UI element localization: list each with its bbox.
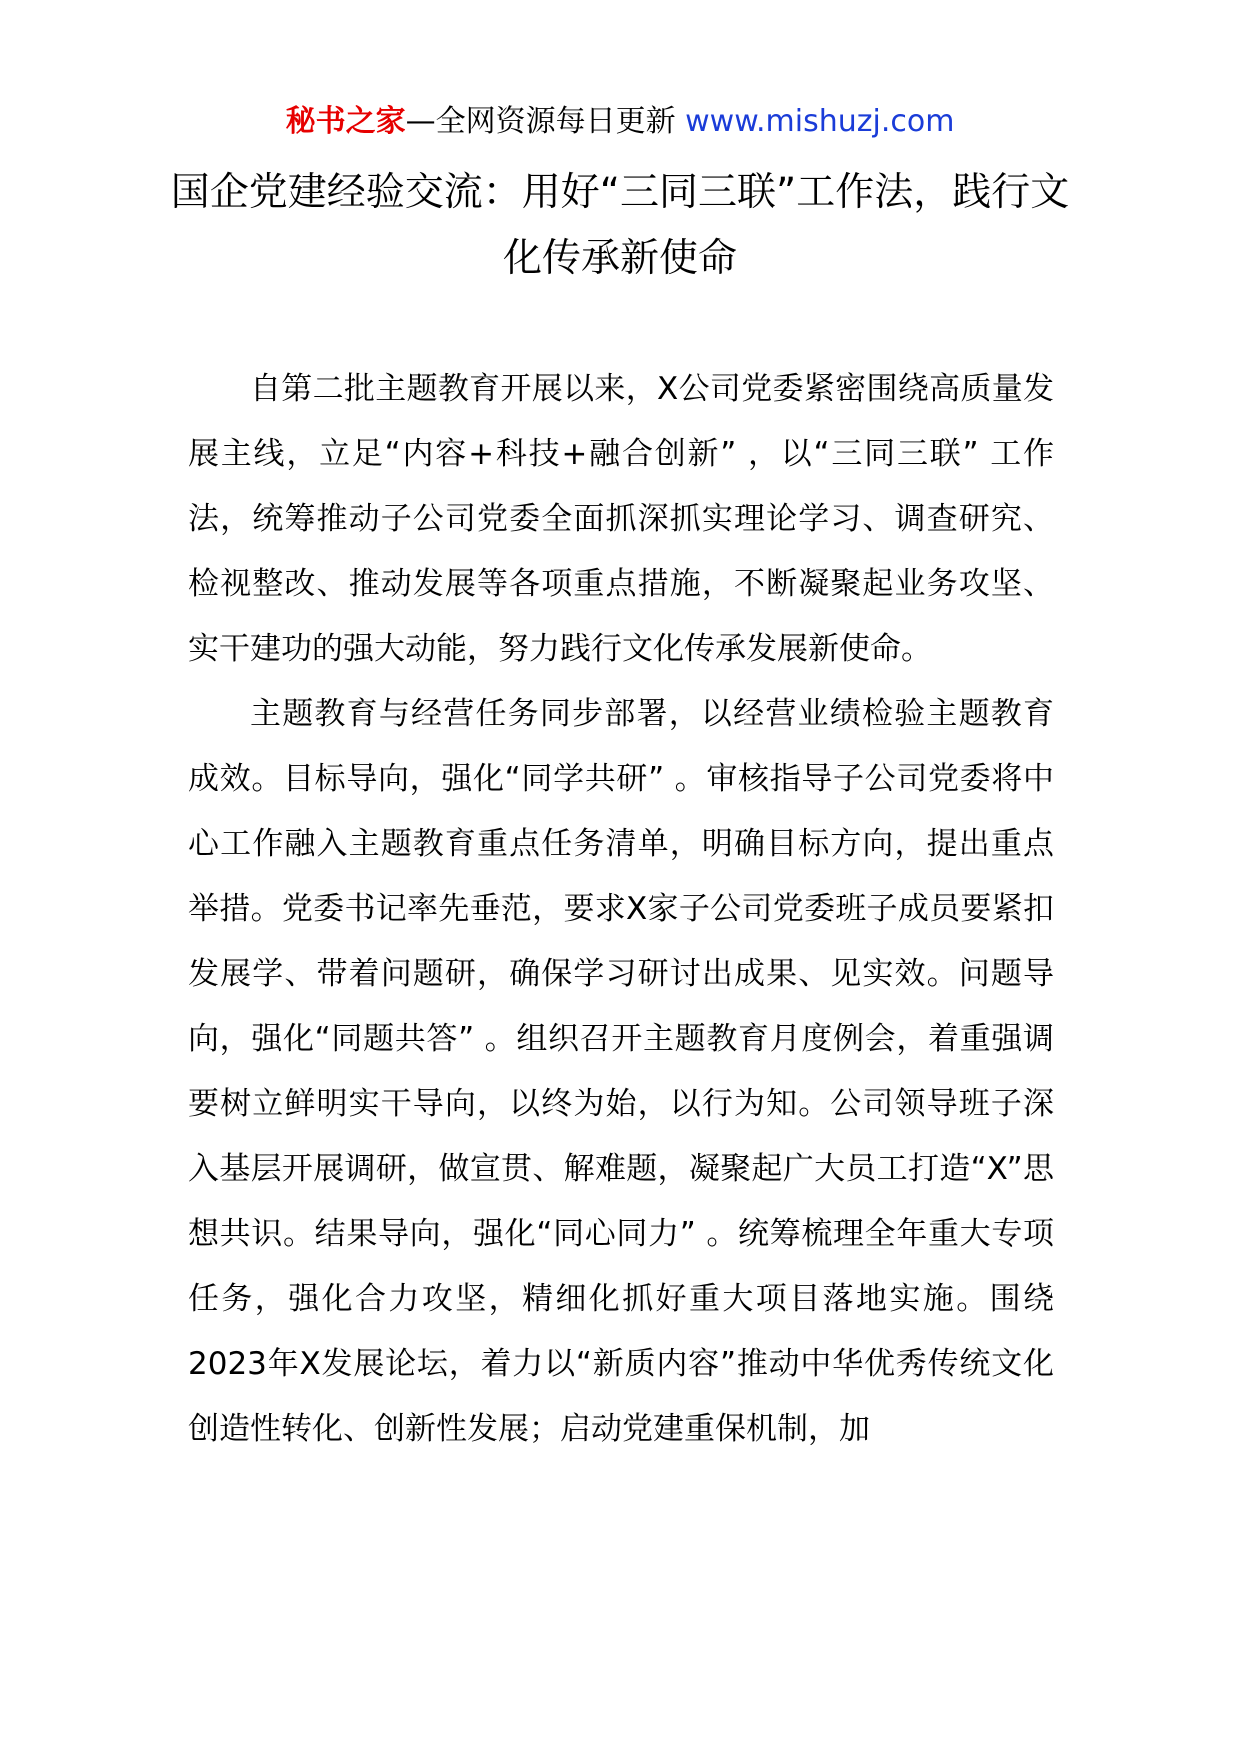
- paragraph-intro: 自第二批主题教育开展以来，X公司党委紧密围绕高质量发展主线，立足“内容+科技+融合创新” ，以“三同三联” 工作法，统筹推动子公司党委全面抓深抓实理论学习、调查研究、检视整改、推动发展等各项重点措施，不断凝聚起业务攻坚、实干建功的强大动能，努力践行文化传承发展新使命。: [188, 371, 1054, 667]
- site-banner: [0, 100, 1240, 144]
- banner-brand: 秘书之家: [285, 104, 406, 139]
- document-title: 国企党建经验交流：用好“三同三联”工作法，践行文化传承新使命: [170, 170, 1070, 281]
- paragraph-main: 主题教育与经营任务同步部署，以经营业绩检验主题教育成效。目标导向，强化“同学共研” 。审核指导子公司党委将中心工作融入主题教育重点任务清单，明确目标方向，提出重点举措。党委书记率先垂范，要求X家子公司党委班子成员要紧扣发展学、带着问题研，确保学习研讨出成果、见实效。问题导向，强化“同题共答” 。组织召开主题教育月度例会，着重强调要树立鲜明实干导向，以终为始，以行为知。公司领导班子深入基层开展调研，做宣贯、解难题，凝聚起广大员工打造“X”思想共识。结果导向，强化“同心同力” 。统筹梳理全年重大专项任务，强化合力攻坚，精细化抓好重大项目落地实施。围绕2023年X发展论坛，着力以“新质内容”推动中华优秀传统文化创造性转化、创新性发展；启动党建重保机制，加: [188, 696, 1054, 1447]
- document-body: [188, 357, 1054, 1462]
- banner-tagline: —全网资源每日更新: [405, 104, 686, 139]
- banner-url[interactable]: www.mishuzj.com: [685, 104, 955, 139]
